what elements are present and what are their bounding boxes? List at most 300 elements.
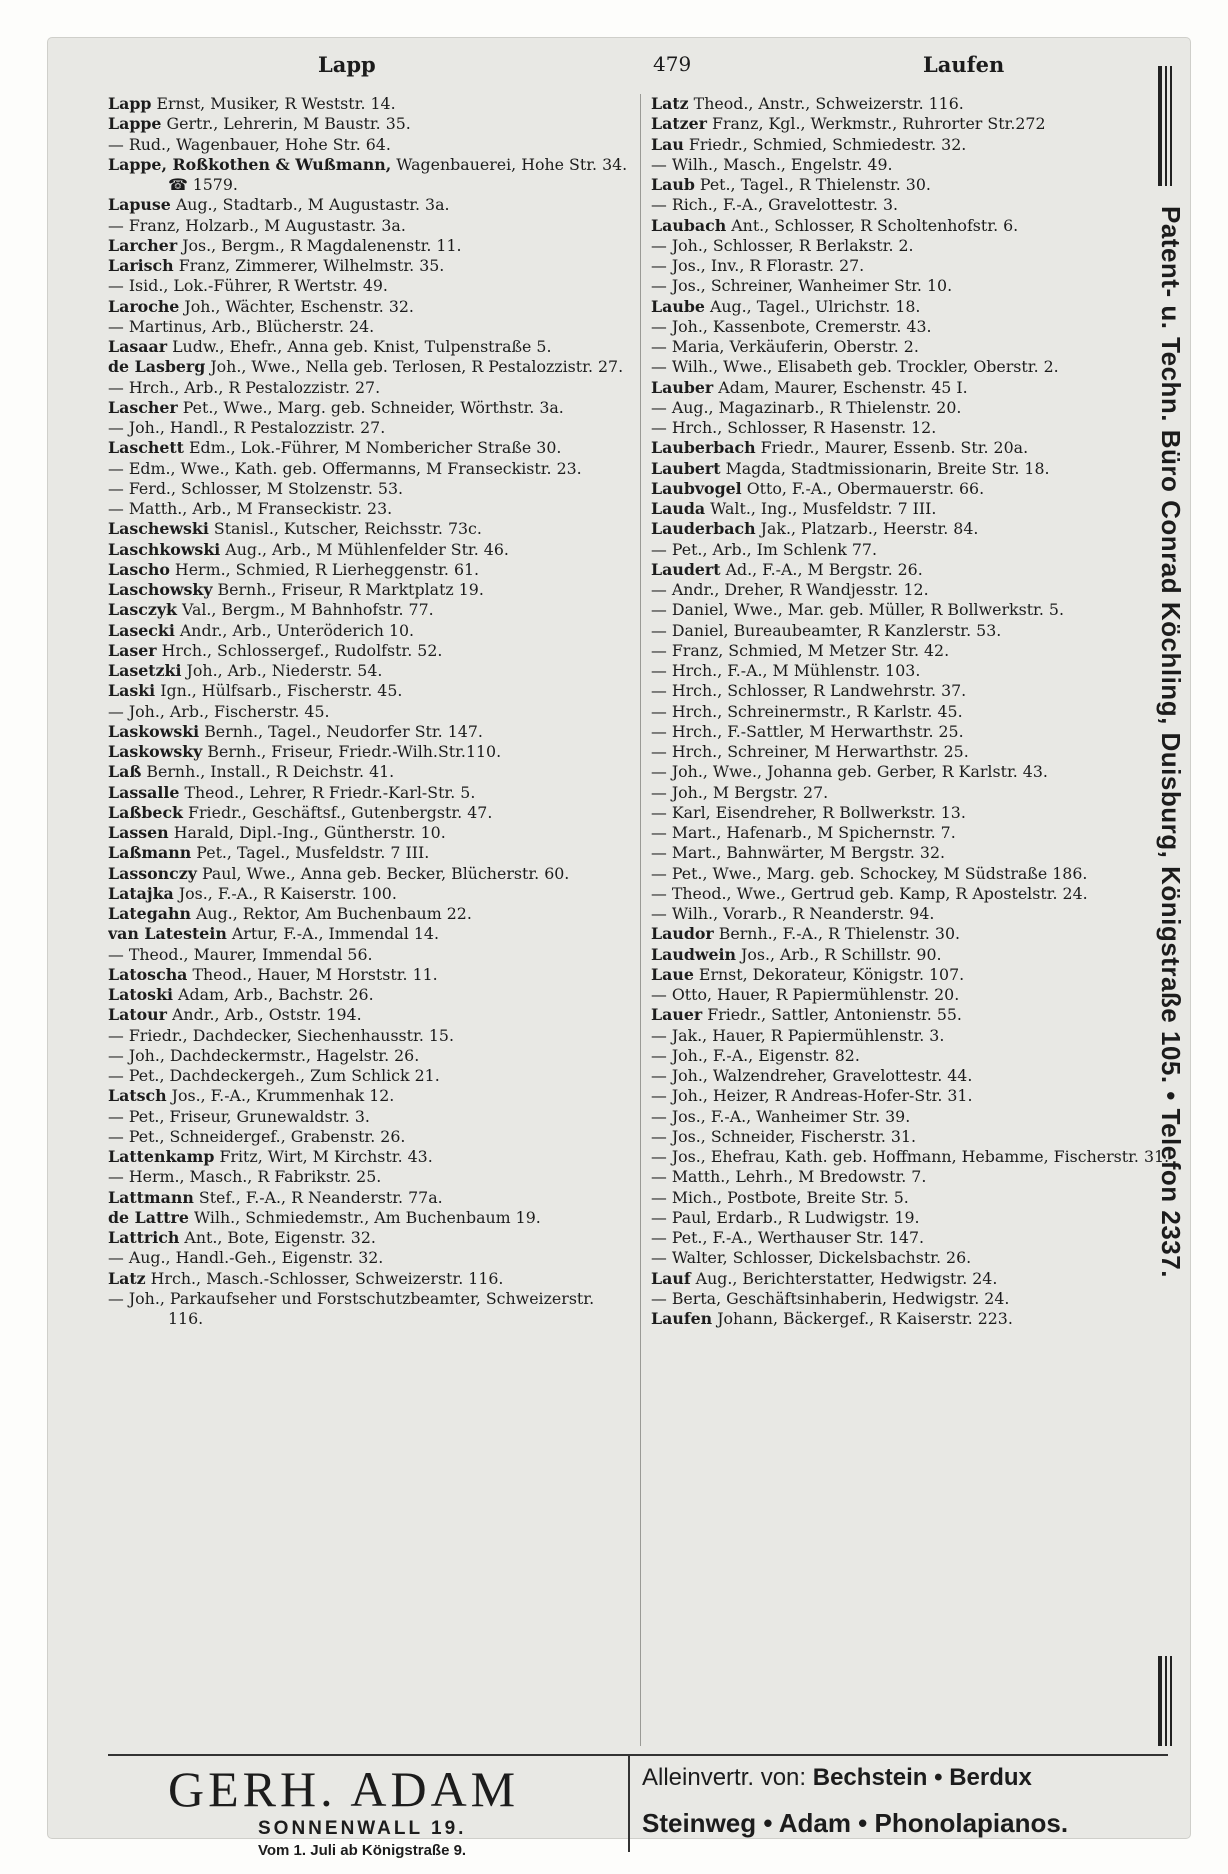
directory-entry (108, 580, 630, 600)
left-column (108, 94, 630, 1746)
entry-details: — Jos., Schreiner, Wanheimer Str. 10. (651, 276, 953, 296)
entry-details: Ernst, Musiker, R Weststr. 14. (156, 94, 396, 113)
directory-entry (108, 1086, 630, 1106)
entry-details: — Berta, Geschäftsinhaberin, Hedwigstr. 24. (651, 1288, 1010, 1308)
directory-entry (108, 803, 630, 823)
entry-details: — Jos., Schneider, Fischerstr. 31. (651, 1126, 917, 1146)
directory-entry (108, 276, 630, 296)
entry-details: — Jos., Ehefrau, Kath. geb. Hoffmann, Hebamme, Fischerstr. 31. (651, 1147, 1170, 1166)
directory-entry (651, 600, 1180, 620)
entry-surname: de Lattre (108, 1207, 189, 1227)
directory-entry (108, 499, 630, 519)
directory-entry (108, 904, 630, 924)
entry-surname: Latzer (651, 114, 707, 134)
directory-entry (108, 337, 630, 357)
directory-entry (108, 378, 630, 398)
sidebar-rule-bottom (1158, 1656, 1162, 1746)
entry-surname: Lassen (108, 823, 169, 842)
entry-surname: Lattenkamp (108, 1147, 215, 1166)
entry-surname: Laßmann (108, 843, 192, 863)
entry-surname: Laube (651, 296, 705, 316)
directory-entry (108, 560, 630, 580)
entry-details: Paul, Wwe., Anna geb. Becker, Blücherstr. 60. (201, 863, 570, 883)
ad-note: Vom 1. Juli ab Königstraße 9. (258, 1842, 467, 1859)
entry-details: — Joh., Kassenbote, Cremerstr. 43. (651, 316, 932, 336)
entry-surname: Laschewski (108, 519, 209, 539)
entry-details: Bernh., Install., R Deichstr. 41. (146, 762, 395, 782)
directory-entry (651, 1269, 1180, 1289)
directory-entry (108, 94, 630, 114)
directory-entry (651, 479, 1180, 499)
page-header (108, 52, 1108, 86)
directory-entry (108, 1248, 630, 1268)
entry-details: Pet., Tagel., Musfeldstr. 7 III. (196, 843, 430, 863)
directory-entry (651, 459, 1180, 479)
directory-entry (651, 1208, 1180, 1228)
entry-details: Johann, Bäckergef., R Kaiserstr. 223. (717, 1309, 1013, 1328)
entry-details: — Wilh., Masch., Engelstr. 49. (651, 154, 893, 174)
header-right-word: Laufen (923, 52, 1005, 77)
directory-entry (108, 1107, 630, 1127)
directory-entry (651, 843, 1180, 863)
directory-entry (108, 843, 630, 863)
directory-entry (108, 1269, 630, 1289)
entry-details: — Hrch., F.-Sattler, M Herwarthstr. 25. (651, 721, 964, 741)
entry-details: Magda, Stadtmissionarin, Breite Str. 18. (725, 458, 1050, 478)
directory-entry (651, 1289, 1180, 1309)
entry-surname: Lauda (651, 499, 706, 518)
directory-entry (108, 702, 630, 722)
entry-details: Herm., Schmied, R Lierheggenstr. 61. (174, 559, 480, 579)
directory-entry (651, 1046, 1180, 1066)
directory-entry (108, 438, 630, 458)
entry-surname: Laubert (651, 458, 721, 478)
entry-surname: Latoscha (108, 964, 188, 984)
entry-details: Walt., Ing., Musfeldstr. 7 III. (710, 499, 937, 518)
directory-entry (651, 276, 1180, 296)
entry-details: Otto, F.-A., Obermauerstr. 66. (746, 478, 985, 498)
entry-surname: Laßbeck (108, 802, 184, 822)
directory-entry (651, 418, 1180, 438)
entry-details: Ernst, Dekorateur, Königstr. 107. (698, 964, 965, 984)
entry-details: Friedr., Geschäftsf., Gutenbergstr. 47. (188, 802, 493, 822)
entry-surname: Larisch (108, 256, 174, 275)
entry-details: — Mart., Bahnwärter, M Bergstr. 32. (651, 843, 946, 863)
directory-entry (108, 398, 630, 418)
entry-details: Adam, Arb., Bachstr. 26. (178, 985, 374, 1004)
directory-entry (108, 864, 630, 884)
entry-surname: Latsch (108, 1086, 167, 1106)
directory-entry (108, 600, 630, 620)
entry-details: — Aug., Magazinarb., R Thielenstr. 20. (651, 397, 962, 417)
entry-details: Jos., F.-A., Krummenhak 12. (171, 1086, 395, 1106)
entry-details: — Rich., F.-A., Gravelottestr. 3. (651, 195, 899, 215)
entry-details: Friedr., Sattler, Antonienstr. 55. (707, 1005, 962, 1025)
entry-details: Bernh., Friseur, R Marktplatz 19. (217, 580, 484, 599)
directory-entry (108, 459, 630, 479)
directory-entry (651, 378, 1180, 398)
entry-surname: Laudor (651, 924, 714, 944)
entry-details: Jos., Arb., R Schillstr. 90. (741, 944, 942, 964)
entry-details: Ludw., Ehefr., Anna geb. Knist, Tulpenstraße 5. (172, 337, 552, 356)
entry-details: — Wilh., Vorarb., R Neanderstr. 94. (651, 904, 935, 923)
directory-entry (108, 418, 630, 438)
directory-entry (651, 823, 1180, 843)
directory-entry (651, 195, 1180, 215)
directory-entry (108, 540, 630, 560)
entry-surname: Laubach (651, 215, 727, 235)
entry-surname: Latz (108, 1268, 146, 1288)
ad-exclusive-brands: Bechstein • Berdux (812, 1764, 1032, 1791)
sidebar-rule-top-thin (1165, 66, 1167, 186)
directory-entry (108, 945, 630, 965)
entry-details: — Mart., Hafenarb., M Spichernstr. 7. (651, 823, 956, 842)
entry-details: — Pet., F.-A., Werthauser Str. 147. (651, 1228, 925, 1247)
directory-entry (651, 114, 1180, 134)
directory-entry (108, 1228, 630, 1248)
directory-entry (651, 762, 1180, 782)
directory-entry (651, 803, 1180, 823)
directory-entry (108, 1147, 630, 1167)
directory-entry (651, 398, 1180, 418)
entry-details: Artur, F.-A., Immendal 14. (231, 924, 439, 944)
entry-surname: Laufen (651, 1309, 713, 1328)
directory-entry (651, 681, 1180, 701)
directory-entry (108, 722, 630, 742)
entry-details: Fritz, Wirt, M Kirchstr. 43. (219, 1147, 433, 1166)
entry-details: Ant., Schlosser, R Scholtenhofstr. 6. (731, 215, 1019, 235)
entry-details: Joh., Wwe., Nella geb. Terlosen, R Pestalozzistr. 27. (210, 357, 624, 377)
directory-entry (108, 742, 630, 762)
directory-entry (651, 783, 1180, 803)
entry-surname: Lattmann (108, 1187, 194, 1207)
entry-details: Friedr., Maurer, Essenb. Str. 20a. (760, 438, 1029, 458)
entry-details: Joh., Wächter, Eschenstr. 32. (184, 296, 414, 316)
entry-details: — Pet., Schneidergef., Grabenstr. 26. (108, 1126, 406, 1146)
directory-entry (651, 135, 1180, 155)
directory-entry (651, 742, 1180, 762)
directory-entry (651, 438, 1180, 458)
entry-details: Ign., Hülfsarb., Fischerstr. 45. (160, 681, 403, 701)
directory-entry (651, 1026, 1180, 1046)
directory-entry (108, 155, 630, 196)
directory-entry (651, 621, 1180, 641)
entry-details: — Jak., Hauer, R Papiermühlenstr. 3. (651, 1025, 945, 1045)
entry-surname: Lassalle (108, 782, 180, 802)
directory-entry (651, 1188, 1180, 1208)
entry-surname: Lauberbach (651, 438, 756, 458)
entry-details: Aug., Rektor, Am Buchenbaum 22. (195, 904, 472, 923)
directory-entry (651, 864, 1180, 884)
directory-entry (108, 519, 630, 539)
entry-details: — Isid., Lok.-Führer, R Wertstr. 49. (108, 276, 388, 296)
entry-surname: Laub (651, 175, 695, 194)
entry-surname: Lau (651, 134, 684, 154)
entry-details: Edm., Lok.-Führer, M Nombericher Straße 30. (189, 438, 562, 458)
entry-details: — Joh., F.-A., Eigenstr. 82. (651, 1045, 860, 1065)
entry-details: Val., Bergm., M Bahnhofstr. 77. (181, 600, 434, 620)
entry-surname: Lappe, Roßkothen & Wußmann, (108, 154, 392, 174)
entry-details: Hrch., Masch.-Schlosser, Schweizerstr. 116. (150, 1268, 504, 1288)
directory-entry (651, 1086, 1180, 1106)
directory-entry (108, 1208, 630, 1228)
directory-entry (108, 1289, 630, 1330)
ad-brands-line: Steinweg • Adam • Phonolapianos. (642, 1808, 1069, 1838)
directory-entry (108, 641, 630, 661)
entry-details: — Matth., Arb., M Franseckistr. 23. (108, 499, 393, 518)
directory-entry (108, 1026, 630, 1046)
entry-details: — Franz, Holzarb., M Augustastr. 3a. (108, 215, 406, 235)
entry-details: Stef., F.-A., R Neanderstr. 77a. (198, 1187, 443, 1207)
sidebar-rule-top-thin (1170, 66, 1172, 186)
ad-exclusive-label: Alleinvertr. von: (642, 1764, 807, 1791)
entry-details: — Joh., Dachdeckermstr., Hagelstr. 26. (108, 1045, 420, 1065)
entry-details: Jos., Bergm., R Magdalenenstr. 11. (182, 235, 462, 255)
right-column (640, 94, 1180, 1746)
directory-entry (108, 195, 630, 215)
entry-surname: Laschowsky (108, 580, 213, 599)
directory-page (48, 38, 1190, 1859)
entry-details: — Ferd., Schlosser, M Stolzenstr. 53. (108, 478, 404, 498)
entry-surname: Laschett (108, 438, 184, 458)
directory-entry (651, 722, 1180, 742)
directory-entry (651, 216, 1180, 236)
directory-entry (108, 762, 630, 782)
directory-entry (108, 1167, 630, 1187)
entry-details: — Pet., Arb., Im Schlenk 77. (651, 539, 878, 559)
directory-entry (108, 317, 630, 337)
entry-details: Aug., Berichterstatter, Hedwigstr. 24. (695, 1268, 998, 1288)
entry-details: — Edm., Wwe., Kath. geb. Offermanns, M Franseckistr. 23. (108, 458, 582, 478)
directory-entry (108, 236, 630, 256)
entry-surname: Lauderbach (651, 519, 756, 539)
entry-details: Pet., Tagel., R Thielenstr. 30. (699, 175, 931, 194)
directory-entry (651, 297, 1180, 317)
directory-entry (651, 519, 1180, 539)
entry-details: — Otto, Hauer, R Papiermühlenstr. 20. (651, 985, 960, 1004)
entry-surname: Lapp (108, 94, 152, 113)
entry-details: Andr., Arb., Unteröderich 10. (179, 620, 415, 640)
directory-entry (108, 1188, 630, 1208)
entry-details: — Hrch., Schlosser, R Landwehrstr. 37. (651, 681, 967, 701)
entry-surname: Larcher (108, 235, 178, 255)
entry-details: — Hrch., Arb., R Pestalozzistr. 27. (108, 377, 381, 397)
entry-details: Theod., Lehrer, R Friedr.-Karl-Str. 5. (184, 782, 476, 802)
entry-details: Joh., Arb., Niederstr. 54. (186, 661, 383, 680)
entry-details: Ad., F.-A., M Bergstr. 26. (725, 559, 923, 579)
entry-details: — Paul, Erdarb., R Ludwigstr. 19. (651, 1207, 920, 1227)
entry-surname: Lapuse (108, 195, 171, 215)
entry-details: Adam, Maurer, Eschenstr. 45 I. (718, 377, 968, 397)
entry-details: — Hrch., Schreinermstr., R Karlstr. 45. (651, 701, 963, 721)
entry-details: — Daniel, Bureaubeamter, R Kanzlerstr. 53. (651, 620, 1002, 640)
entry-surname: Lauber (651, 377, 714, 397)
directory-entry (108, 884, 630, 904)
directory-entry (651, 256, 1180, 276)
entry-details: Franz, Zimmerer, Wilhelmstr. 35. (178, 256, 445, 275)
directory-entry (108, 216, 630, 236)
directory-entry (108, 783, 630, 803)
entry-surname: Laschо (108, 559, 170, 579)
entry-details: Wagenbauerei, Hohe Str. 34. ☎ 1579. (168, 154, 628, 194)
entry-details: — Mich., Postbote, Breite Str. 5. (651, 1187, 909, 1207)
entry-details: — Herm., Masch., R Fabrikstr. 25. (108, 1167, 382, 1187)
entry-surname: Laser (108, 640, 157, 660)
directory-entry (108, 965, 630, 985)
ad-exclusive-line (642, 1764, 1032, 1792)
header-left-word: Lapp (318, 52, 376, 77)
entry-surname: Lasaar (108, 337, 168, 356)
directory-entry (651, 1147, 1180, 1167)
directory-entry (108, 1046, 630, 1066)
entry-details: — Walter, Schlosser, Dickelsbachstr. 26. (651, 1248, 972, 1268)
entry-details: — Joh., Schlosser, R Berlakstr. 2. (651, 235, 914, 255)
directory-entry (108, 823, 630, 843)
entry-surname: Lasetzki (108, 661, 182, 680)
page-number: 479 (653, 52, 692, 76)
directory-entry (651, 924, 1180, 944)
ad-brands-box (628, 1756, 1170, 1852)
entry-surname: de Lasberg (108, 357, 206, 377)
entry-surname: Latajka (108, 883, 174, 903)
entry-surname: Lappe (108, 114, 162, 134)
entry-details: — Joh., Handl., R Pestalozzistr. 27. (108, 418, 386, 437)
entry-details: Friedr., Schmied, Schmiedestr. 32. (688, 134, 967, 154)
entry-surname: Laß (108, 762, 142, 782)
entry-details: — Jos., Inv., R Florastr. 27. (651, 256, 865, 275)
directory-entry (108, 1127, 630, 1147)
directory-entry (651, 155, 1180, 175)
directory-entry (108, 1005, 630, 1025)
entry-details: Stanisl., Kutscher, Reichsstr. 73c. (213, 519, 482, 539)
entry-details: Hrch., Schlossergef., Rudolfstr. 52. (161, 640, 443, 660)
entry-details: — Matth., Lehrh., M Bredowstr. 7. (651, 1167, 927, 1187)
entry-details: Wilh., Schmiedemstr., Am Buchenbaum 19. (193, 1207, 541, 1227)
directory-entry (108, 621, 630, 641)
entry-details: — Franz, Schmied, M Metzer Str. 42. (651, 640, 950, 660)
bottom-advertisement (108, 1754, 1168, 1859)
directory-entry (108, 114, 630, 134)
directory-entry (108, 297, 630, 317)
entry-surname: Laue (651, 964, 694, 984)
directory-entry (108, 135, 630, 155)
sidebar-rule-top (1158, 66, 1162, 186)
entry-details: Theod., Hauer, M Horststr. 11. (192, 964, 438, 984)
entry-details: — Andr., Dreher, R Wandjesstr. 12. (651, 580, 929, 599)
directory-entry (651, 1228, 1180, 1248)
directory-entry (651, 357, 1180, 377)
directory-entry (651, 175, 1180, 195)
entry-details: — Theod., Maurer, Immendal 56. (108, 944, 373, 964)
directory-entry (651, 337, 1180, 357)
entry-details: — Joh., Walzendreher, Gravelottestr. 44. (651, 1066, 973, 1085)
entry-details: Bernh., Tagel., Neudorfer Str. 147. (204, 721, 483, 741)
directory-entry (651, 641, 1180, 661)
directory-entry (651, 540, 1180, 560)
entry-details: Pet., Wwe., Marg. geb. Schneider, Wörthstr. 3a. (182, 397, 564, 417)
directory-entry (651, 317, 1180, 337)
entry-details: — Rud., Wagenbauer, Hohe Str. 64. (108, 134, 391, 154)
directory-entry (651, 884, 1180, 904)
entry-details: Aug., Stadtarb., M Augustastr. 3a. (175, 195, 450, 215)
directory-entry (651, 560, 1180, 580)
entry-surname: Laskowski (108, 721, 200, 741)
directory-entry (651, 499, 1180, 519)
entry-details: — Pet., Wwe., Marg. geb. Schockey, M Südstraße 186. (651, 863, 1088, 883)
entry-details: — Joh., Arb., Fischerstr. 45. (108, 701, 330, 721)
directory-entry (651, 1309, 1180, 1329)
entry-surname: Lategahn (108, 904, 191, 923)
entry-details: — Karl, Eisendreher, R Bollwerkstr. 13. (651, 802, 966, 822)
entry-details: — Hrch., F.-A., M Mühlenstr. 103. (651, 661, 921, 680)
directory-entry (651, 580, 1180, 600)
entry-details: Bernh., F.-A., R Thielenstr. 30. (718, 924, 961, 944)
entry-surname: van Latestein (108, 924, 227, 944)
entry-details: — Friedr., Dachdecker, Siechenhausstr. 15. (108, 1025, 454, 1045)
directory-entry (651, 661, 1180, 681)
entry-surname: Lauer (651, 1005, 703, 1025)
directory-entry (651, 904, 1180, 924)
directory-entry (108, 681, 630, 701)
entry-details: Jos., F.-A., R Kaiserstr. 100. (178, 883, 397, 903)
directory-entry (108, 924, 630, 944)
entry-surname: Lasczyk (108, 600, 177, 620)
directory-entry (651, 1107, 1180, 1127)
entry-surname: Laroche (108, 296, 180, 316)
entry-details: Theod., Anstr., Schweizerstr. 116. (693, 94, 964, 113)
entry-details: — Joh., Heizer, R Andreas-Hofer-Str. 31. (651, 1086, 973, 1106)
entry-surname: Lassonczy (108, 863, 197, 883)
entry-details: Aug., Arb., M Mühlenfelder Str. 46. (225, 539, 509, 559)
entry-details: — Pet., Dachdeckergeh., Zum Schlick 21. (108, 1066, 440, 1085)
directory-entry (108, 661, 630, 681)
entry-surname: Lattrich (108, 1228, 180, 1247)
directory-entry (651, 1248, 1180, 1268)
directory-entry (651, 1167, 1180, 1187)
entry-surname: Lascher (108, 397, 178, 417)
directory-entry (651, 1005, 1180, 1025)
entry-details: — Hrch., Schlosser, R Hasenstr. 12. (651, 418, 937, 437)
entry-details: — Jos., F.-A., Wanheimer Str. 39. (651, 1106, 911, 1126)
entry-details: — Theod., Wwe., Gertrud geb. Kamp, R Apostelstr. 24. (651, 883, 1088, 903)
entry-surname: Lauf (651, 1268, 691, 1288)
entry-surname: Laskowsky (108, 742, 203, 761)
entry-details: — Hrch., Schreiner, M Herwarthstr. 25. (651, 742, 969, 761)
directory-entry (651, 702, 1180, 722)
sidebar-rule-bottom-thin (1165, 1656, 1167, 1746)
entry-details: Ant., Bote, Eigenstr. 32. (184, 1228, 376, 1247)
directory-entry (108, 479, 630, 499)
sidebar-ad-text: Patent- u. Techn. Büro Conrad Köchling, Duisburg, Königstraße 105. • Telefon 2337. (1156, 206, 1186, 1278)
directory-entry (651, 985, 1180, 1005)
entry-surname: Laudert (651, 559, 721, 579)
entry-surname: Laudwein (651, 944, 737, 964)
directory-entry (651, 965, 1180, 985)
directory-entry (651, 236, 1180, 256)
entry-surname: Latoski (108, 985, 174, 1004)
sidebar-rule-bottom-thin (1170, 1656, 1172, 1746)
entry-details: Harald, Dipl.-Ing., Güntherstr. 10. (173, 823, 446, 842)
directory-entry (108, 985, 630, 1005)
entry-surname: Latour (108, 1005, 167, 1025)
directory-entry (651, 94, 1180, 114)
entry-details: Andr., Arb., Oststr. 194. (172, 1005, 362, 1025)
directory-entry (651, 1127, 1180, 1147)
sidebar-advertisement (1140, 66, 1196, 1746)
entry-details: — Aug., Handl.-Geh., Eigenstr. 32. (108, 1248, 384, 1268)
directory-entry (651, 1066, 1180, 1086)
entry-details: — Joh., M Bergstr. 27. (651, 782, 829, 802)
